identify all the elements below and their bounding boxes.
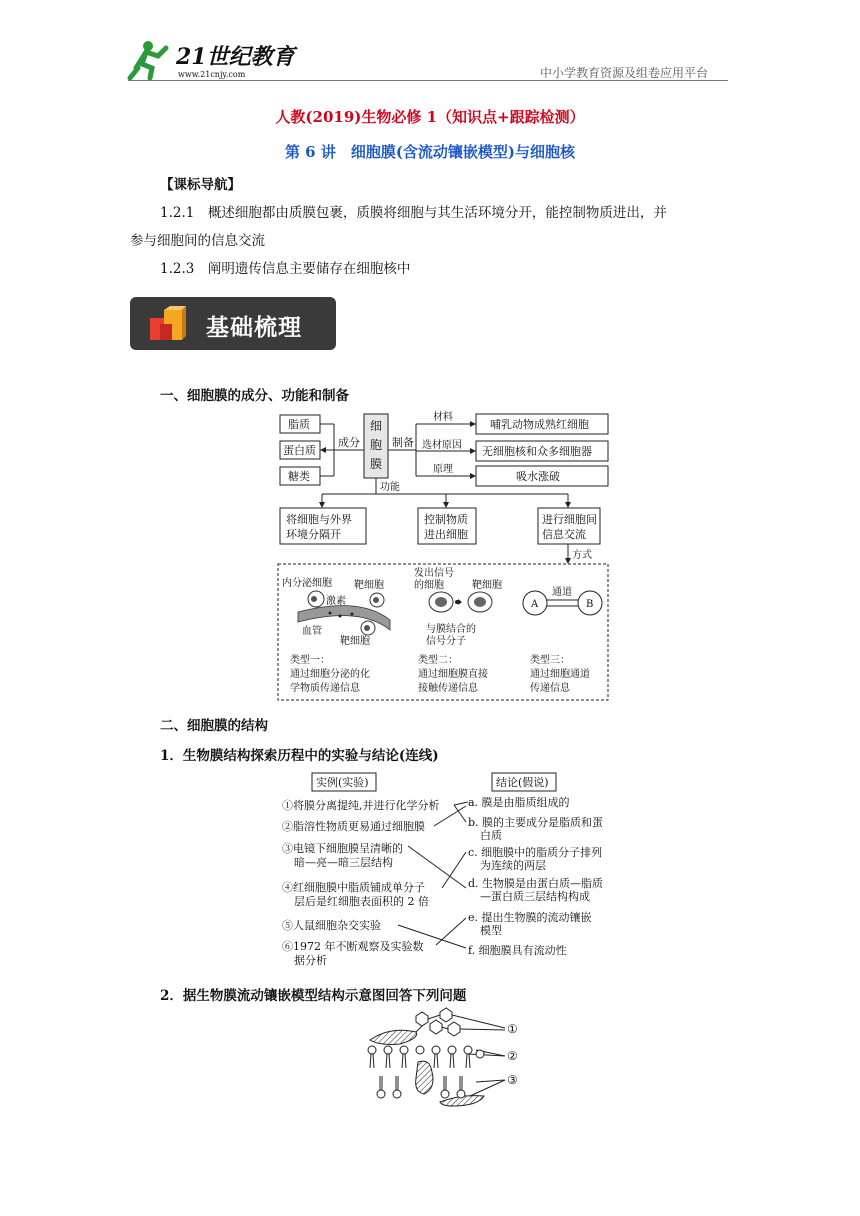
type2-caption-2: 通过细胞膜直接 bbox=[418, 669, 488, 680]
model-label-1: ① bbox=[507, 1022, 518, 1036]
label-method: 方式 bbox=[572, 550, 592, 561]
lesson-title: 第 6 讲 细胞膜(含流动镶嵌模型)与细胞核 bbox=[284, 143, 576, 161]
prep-value-2: 无细胞核和众多细胞器 bbox=[482, 445, 592, 458]
experiment-3a: ③电镜下细胞膜呈清晰的 bbox=[282, 842, 403, 855]
document-title: 人教(2019)生物必修 1（知识点+跟踪检测） bbox=[275, 108, 585, 126]
conclusion-c2: 为连续的两层 bbox=[480, 859, 546, 872]
function-2a: 控制物质 bbox=[424, 513, 468, 526]
type2-caption-3: 接触传递信息 bbox=[418, 683, 478, 694]
function-1a: 将细胞与外界 bbox=[286, 513, 352, 526]
membrane-function-diagram bbox=[270, 408, 620, 706]
books-icon bbox=[146, 304, 190, 344]
type2-label-target: 靶细胞 bbox=[472, 580, 502, 591]
standard-2: 1.2.3 阐明遗传信息主要储存在细胞核中 bbox=[160, 261, 411, 277]
function-3a: 进行细胞间 bbox=[542, 513, 597, 526]
right-header: 结论(假说) bbox=[496, 776, 549, 789]
subsection-1-heading: 1．生物膜结构探索历程中的实验与结论(连线) bbox=[160, 748, 439, 764]
type3-label-b: B bbox=[586, 599, 594, 610]
function-1b: 环境分隔开 bbox=[286, 528, 341, 541]
runner-icon bbox=[130, 41, 166, 78]
banner-title: 基础梳理 bbox=[206, 315, 302, 341]
prep-value-1: 哺乳动物成熟红细胞 bbox=[490, 418, 589, 431]
function-3b: 信息交流 bbox=[542, 528, 586, 541]
type1-label-endocrine: 内分泌细胞 bbox=[282, 578, 332, 589]
experiment-5: ⑤人鼠细胞杂交实验 bbox=[282, 919, 381, 932]
component-1: 脂质 bbox=[288, 418, 310, 431]
component-2: 蛋白质 bbox=[283, 444, 316, 457]
logo-text: 21世纪教育 bbox=[176, 44, 295, 70]
site-logo bbox=[128, 38, 298, 82]
conclusion-d1: d. 生物膜是由蛋白质—脂质 bbox=[468, 877, 604, 890]
model-label-3: ③ bbox=[507, 1073, 518, 1087]
type2-label-signal-a: 与膜结合的 bbox=[426, 624, 476, 635]
conclusion-e2: 模型 bbox=[480, 924, 502, 937]
section-2-heading: 二、细胞膜的结构 bbox=[160, 718, 268, 734]
experiment-2: ②脂溶性物质更易通过细胞膜 bbox=[282, 820, 425, 833]
left-header: 实例(实验) bbox=[316, 776, 369, 789]
prep-label-3: 原理 bbox=[433, 464, 453, 475]
function-2b: 进出细胞 bbox=[424, 528, 468, 541]
experiment-1: ①将膜分离提纯,并进行化学分析 bbox=[282, 799, 440, 812]
center-char-1: 细 bbox=[370, 419, 383, 433]
conclusion-b1: b. 膜的主要成分是脂质和蛋 bbox=[468, 816, 604, 829]
type1-caption-2: 通过细胞分泌的化 bbox=[290, 669, 370, 680]
type1-label-target: 靶细胞 bbox=[354, 580, 384, 591]
subsection-2-heading: 2．据生物膜流动镶嵌模型结构示意图回答下列问题 bbox=[160, 988, 467, 1004]
header-divider bbox=[128, 80, 728, 81]
type2-caption-1: 类型二： bbox=[418, 655, 458, 666]
conclusion-f: f. 细胞膜具有流动性 bbox=[468, 944, 567, 957]
type1-label-vessel: 血管 bbox=[302, 626, 322, 637]
matching-diagram bbox=[278, 770, 628, 967]
conclusion-e1: e. 提出生物膜的流动镶嵌 bbox=[468, 911, 592, 924]
site-name: 中小学教育资源及组卷应用平台 bbox=[540, 66, 709, 80]
experiment-4a: ④红细胞膜中脂质铺成单分子 bbox=[282, 881, 425, 894]
experiment-6a: ⑥1972 年不断观察及实验数 bbox=[282, 940, 424, 953]
component-3: 糖类 bbox=[288, 470, 310, 483]
prep-label-1: 材料 bbox=[433, 412, 453, 423]
type3-label-channel: 通道 bbox=[552, 587, 572, 598]
type3-caption-1: 类型三： bbox=[530, 655, 570, 666]
label-function: 功能 bbox=[380, 482, 400, 493]
label-prep: 制备 bbox=[392, 436, 414, 449]
conclusion-b2: 白质 bbox=[480, 829, 502, 842]
conclusion-d2: —蛋白质三层结构构成 bbox=[480, 890, 590, 903]
type1-label-target-2: 靶细胞 bbox=[340, 636, 370, 647]
type2-label-signal-b: 信号分子 bbox=[426, 636, 466, 647]
type1-label-hormone: 激素 bbox=[326, 596, 346, 607]
section-1-heading: 一、细胞膜的成分、功能和制备 bbox=[160, 388, 349, 404]
center-char-3: 膜 bbox=[370, 457, 383, 471]
model-label-2: ② bbox=[507, 1049, 518, 1063]
prep-value-3: 吸水涨破 bbox=[516, 470, 560, 483]
logo-url: www.21cnjy.com bbox=[178, 70, 246, 79]
fluid-mosaic-model-diagram bbox=[360, 1010, 530, 1110]
type2-label-sender-a: 发出信号 bbox=[414, 568, 454, 579]
conclusion-a: a. 膜是由脂质组成的 bbox=[468, 796, 570, 809]
type1-caption-3: 学物质传递信息 bbox=[290, 683, 360, 694]
label-composition: 成分 bbox=[338, 436, 360, 449]
conclusion-c1: c. 细胞膜中的脂质分子排列 bbox=[468, 846, 603, 859]
standard-1-continued: 参与细胞间的信息交流 bbox=[130, 233, 265, 249]
type3-caption-2: 通过细胞通道 bbox=[530, 669, 590, 680]
type3-caption-3: 传递信息 bbox=[530, 683, 570, 694]
type1-caption-1: 类型一： bbox=[290, 655, 330, 666]
center-char-2: 胞 bbox=[370, 438, 383, 452]
experiment-6b: 据分析 bbox=[294, 954, 327, 967]
experiment-4b: 层后是红细胞表面积的 2 倍 bbox=[294, 895, 429, 908]
type2-label-sender-b: 的细胞 bbox=[414, 580, 444, 591]
experiment-3b: 暗—亮—暗三层结构 bbox=[294, 856, 393, 869]
contact-illustration bbox=[429, 592, 492, 612]
prep-label-2: 选材原因 bbox=[422, 440, 462, 451]
type3-label-a: A bbox=[531, 599, 539, 610]
curriculum-heading: 【课标导航】 bbox=[160, 177, 241, 193]
standard-1: 1.2.1 概述细胞都由质膜包裹，质膜将细胞与其生活环境分开，能控制物质进出，并 bbox=[160, 205, 667, 221]
